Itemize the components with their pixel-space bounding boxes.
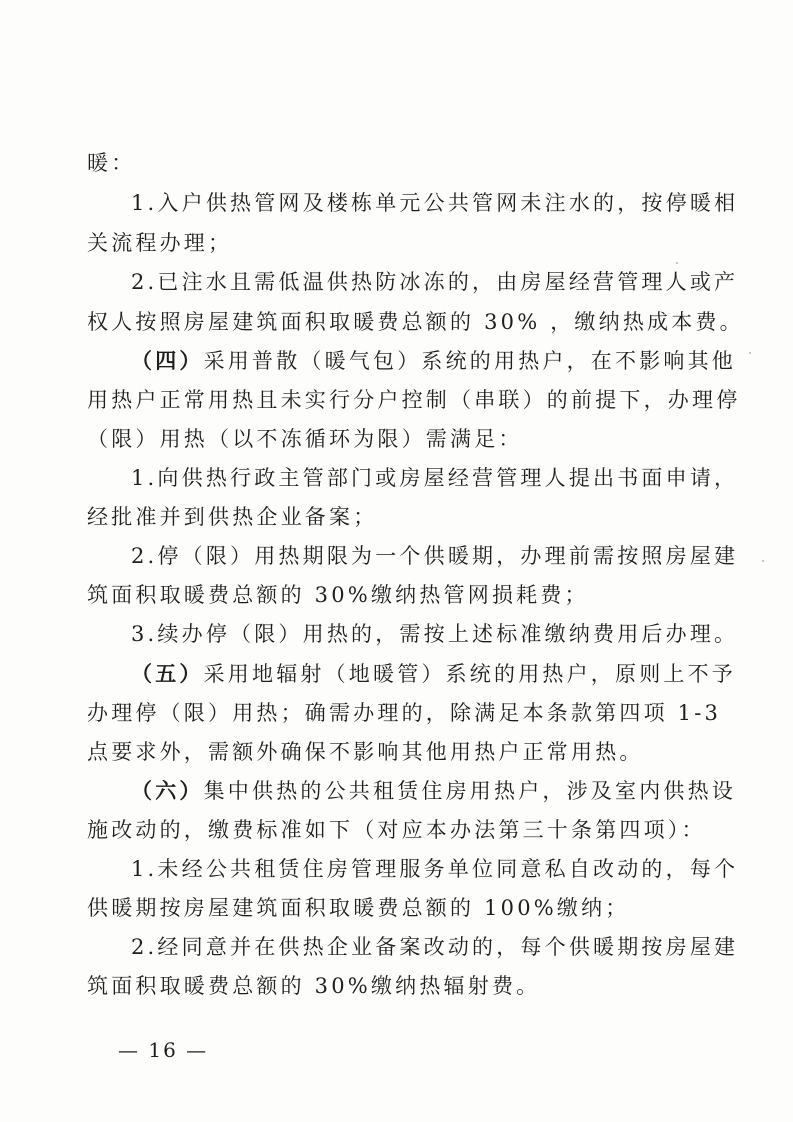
scan-speck [762,560,764,562]
paragraph-line: 1.入户供热管网及楼栋单元公共管网未注水的，按停暖相 [131,191,739,215]
section-four-text: 采用普散（暖气包）系统的用热户，在不影响其他 [203,349,737,373]
section-four-heading: （四） [131,348,204,373]
paragraph-line: 权人按照房屋建筑面积取暖费总额的 30% ，缴纳热成本费。 [87,310,744,334]
section-four-line [131,341,737,381]
paragraph-line: 2.经同意并在供热企业备案改动的，每个供暖期按房屋建 [131,935,739,959]
paragraph-line: 筑面积取暖费总额的 30%缴纳热管网损耗费； [87,583,589,607]
paragraph-line: 用热户正常用热且未实行分户控制（串联）的前提下，办理停 [87,388,741,412]
scan-speck [676,262,678,264]
paragraph-line: 供暖期按房屋建筑面积取暖费总额的 100%缴纳； [87,896,630,920]
paragraph-line: 1.未经公共租赁住房管理服务单位同意私自改动的，每个 [131,857,739,881]
scan-speck [749,352,751,354]
paragraph-line: 办理停（限）用热；确需办理的，除满足本条款第四项 1-3 [87,701,722,725]
section-five-heading: （五） [131,661,204,686]
section-five-line [131,654,737,694]
paragraph-line: 3.续办停（限）用热的，需按上述标准缴纳费用后办理。 [131,622,739,646]
section-five-text: 采用地辐射（地暖管）系统的用热户，原则上不予 [203,662,737,686]
page-number: — 16 — [118,1038,209,1062]
paragraph-line: 2.停（限）用热期限为一个供暖期，办理前需按照房屋建 [131,544,739,568]
paragraph-line: 筑面积取暖费总额的 30%缴纳热辐射费。 [87,974,541,998]
section-six-text: 集中供热的公共租赁住房用热户，涉及室内供热设 [203,779,737,803]
paragraph-line: 暖： [87,151,136,175]
paragraph-line: 关流程办理； [87,231,233,255]
paragraph-line: 1.向供热行政主管部门或房屋经营管理人提出书面申请， [131,466,739,490]
paragraph-line: 经批准并到供热企业备案； [87,505,378,529]
section-six-line [131,771,737,811]
paragraph-line: 施改动的，缴费标准如下（对应本办法第三十条第四项）： [87,818,706,842]
paragraph-line: 2.已注水且需低温供热防冰冻的，由房屋经营管理人或产 [131,270,739,294]
paragraph-line: 点要求外，需额外确保不影响其他用热户正常用热。 [87,740,644,764]
section-six-heading: （六） [131,778,204,803]
paragraph-line: （限）用热（以不冻循环为限）需满足： [87,427,523,451]
